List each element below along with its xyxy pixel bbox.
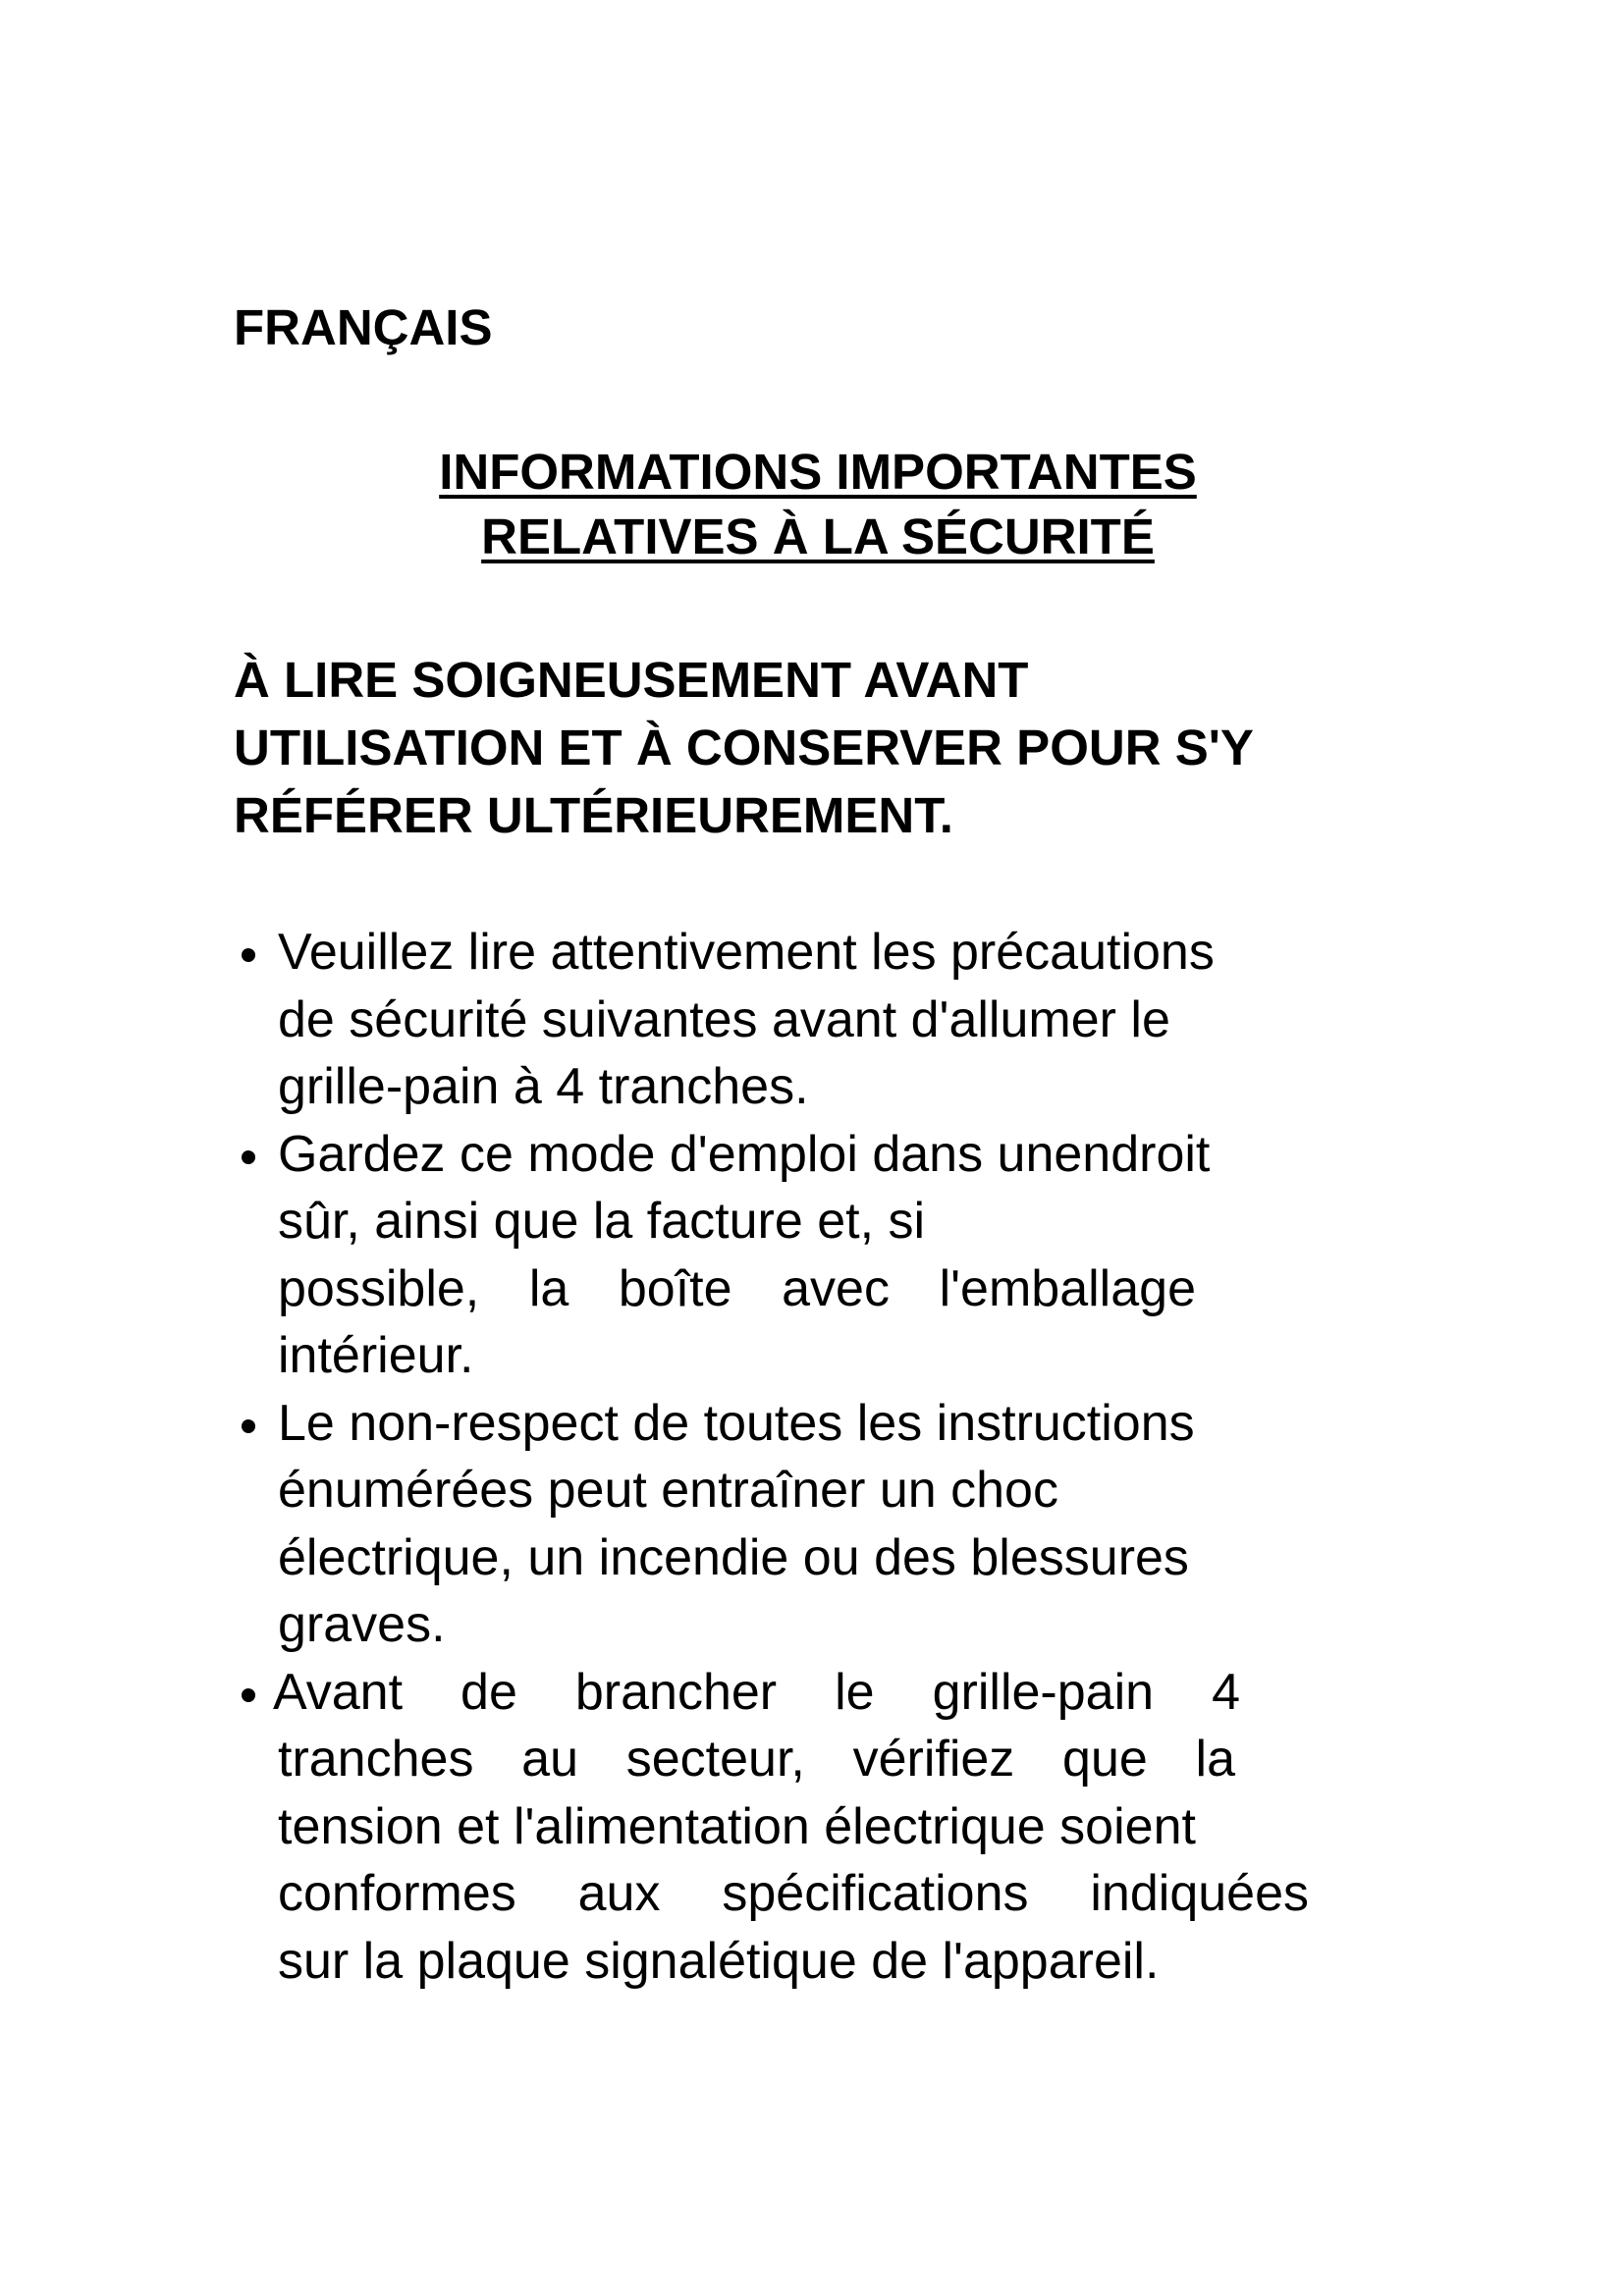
bullet-line: possible, la boîte avec l'emballage xyxy=(278,1259,1196,1317)
bullet-line: graves. xyxy=(278,1596,446,1653)
list-item xyxy=(234,919,1353,1121)
bullet-dot-icon xyxy=(242,1150,255,1164)
bullet-line: Avant de brancher le grille-pain 4 xyxy=(273,1663,1240,1721)
notice-line-2: UTILISATION ET À CONSERVER POUR S'Y xyxy=(234,720,1254,775)
list-item xyxy=(234,1659,1353,1996)
bullet-line: Veuillez lire attentivement les précautions xyxy=(278,924,1215,981)
safety-title xyxy=(234,440,1402,569)
bullet-dot-icon xyxy=(242,1419,255,1433)
bullet-text xyxy=(273,1659,1353,1996)
bullet-line: Le non-respect de toutes les instructions xyxy=(278,1394,1195,1452)
bullet-dot-icon xyxy=(242,948,255,962)
title-line-2: RELATIVES À LA SÉCURITÉ xyxy=(481,508,1155,564)
bullet-line: de sécurité suivantes avant d'allumer le xyxy=(278,990,1170,1048)
list-item xyxy=(234,1390,1353,1659)
safety-bullet-list xyxy=(234,919,1353,1995)
bullet-line: tension et l'alimentation électrique soient xyxy=(278,1797,1196,1855)
notice-line-1: À LIRE SOIGNEUSEMENT AVANT xyxy=(234,652,1029,708)
language-heading: FRANÇAIS xyxy=(234,299,493,355)
bullet-line: sur la plaque signalétique de l'appareil. xyxy=(278,1932,1160,1990)
list-item xyxy=(234,1121,1353,1390)
title-line-1: INFORMATIONS IMPORTANTES xyxy=(439,444,1197,500)
bullet-line: conformes aux spécifications indiquées xyxy=(278,1865,1309,1922)
bullet-text xyxy=(278,1390,1353,1659)
bullet-line: énumérées peut entraîner un choc xyxy=(278,1462,1058,1519)
bullet-text xyxy=(278,1121,1353,1390)
bullet-line: intérieur. xyxy=(278,1327,474,1384)
read-carefully-notice xyxy=(234,646,1432,849)
bullet-text xyxy=(278,919,1353,1121)
bullet-line: tranches au secteur, vérifiez que la xyxy=(278,1731,1235,1788)
bullet-line: sûr, ainsi que la facture et, si xyxy=(278,1193,926,1250)
notice-line-3: RÉFÉRER ULTÉRIEUREMENT. xyxy=(234,787,953,843)
bullet-line: grille-pain à 4 tranches. xyxy=(278,1058,809,1115)
bullet-line: Gardez ce mode d'emploi dans unendroit xyxy=(278,1125,1211,1183)
bullet-dot-icon xyxy=(242,1688,255,1702)
bullet-line: électrique, un incendie ou des blessures xyxy=(278,1528,1189,1586)
